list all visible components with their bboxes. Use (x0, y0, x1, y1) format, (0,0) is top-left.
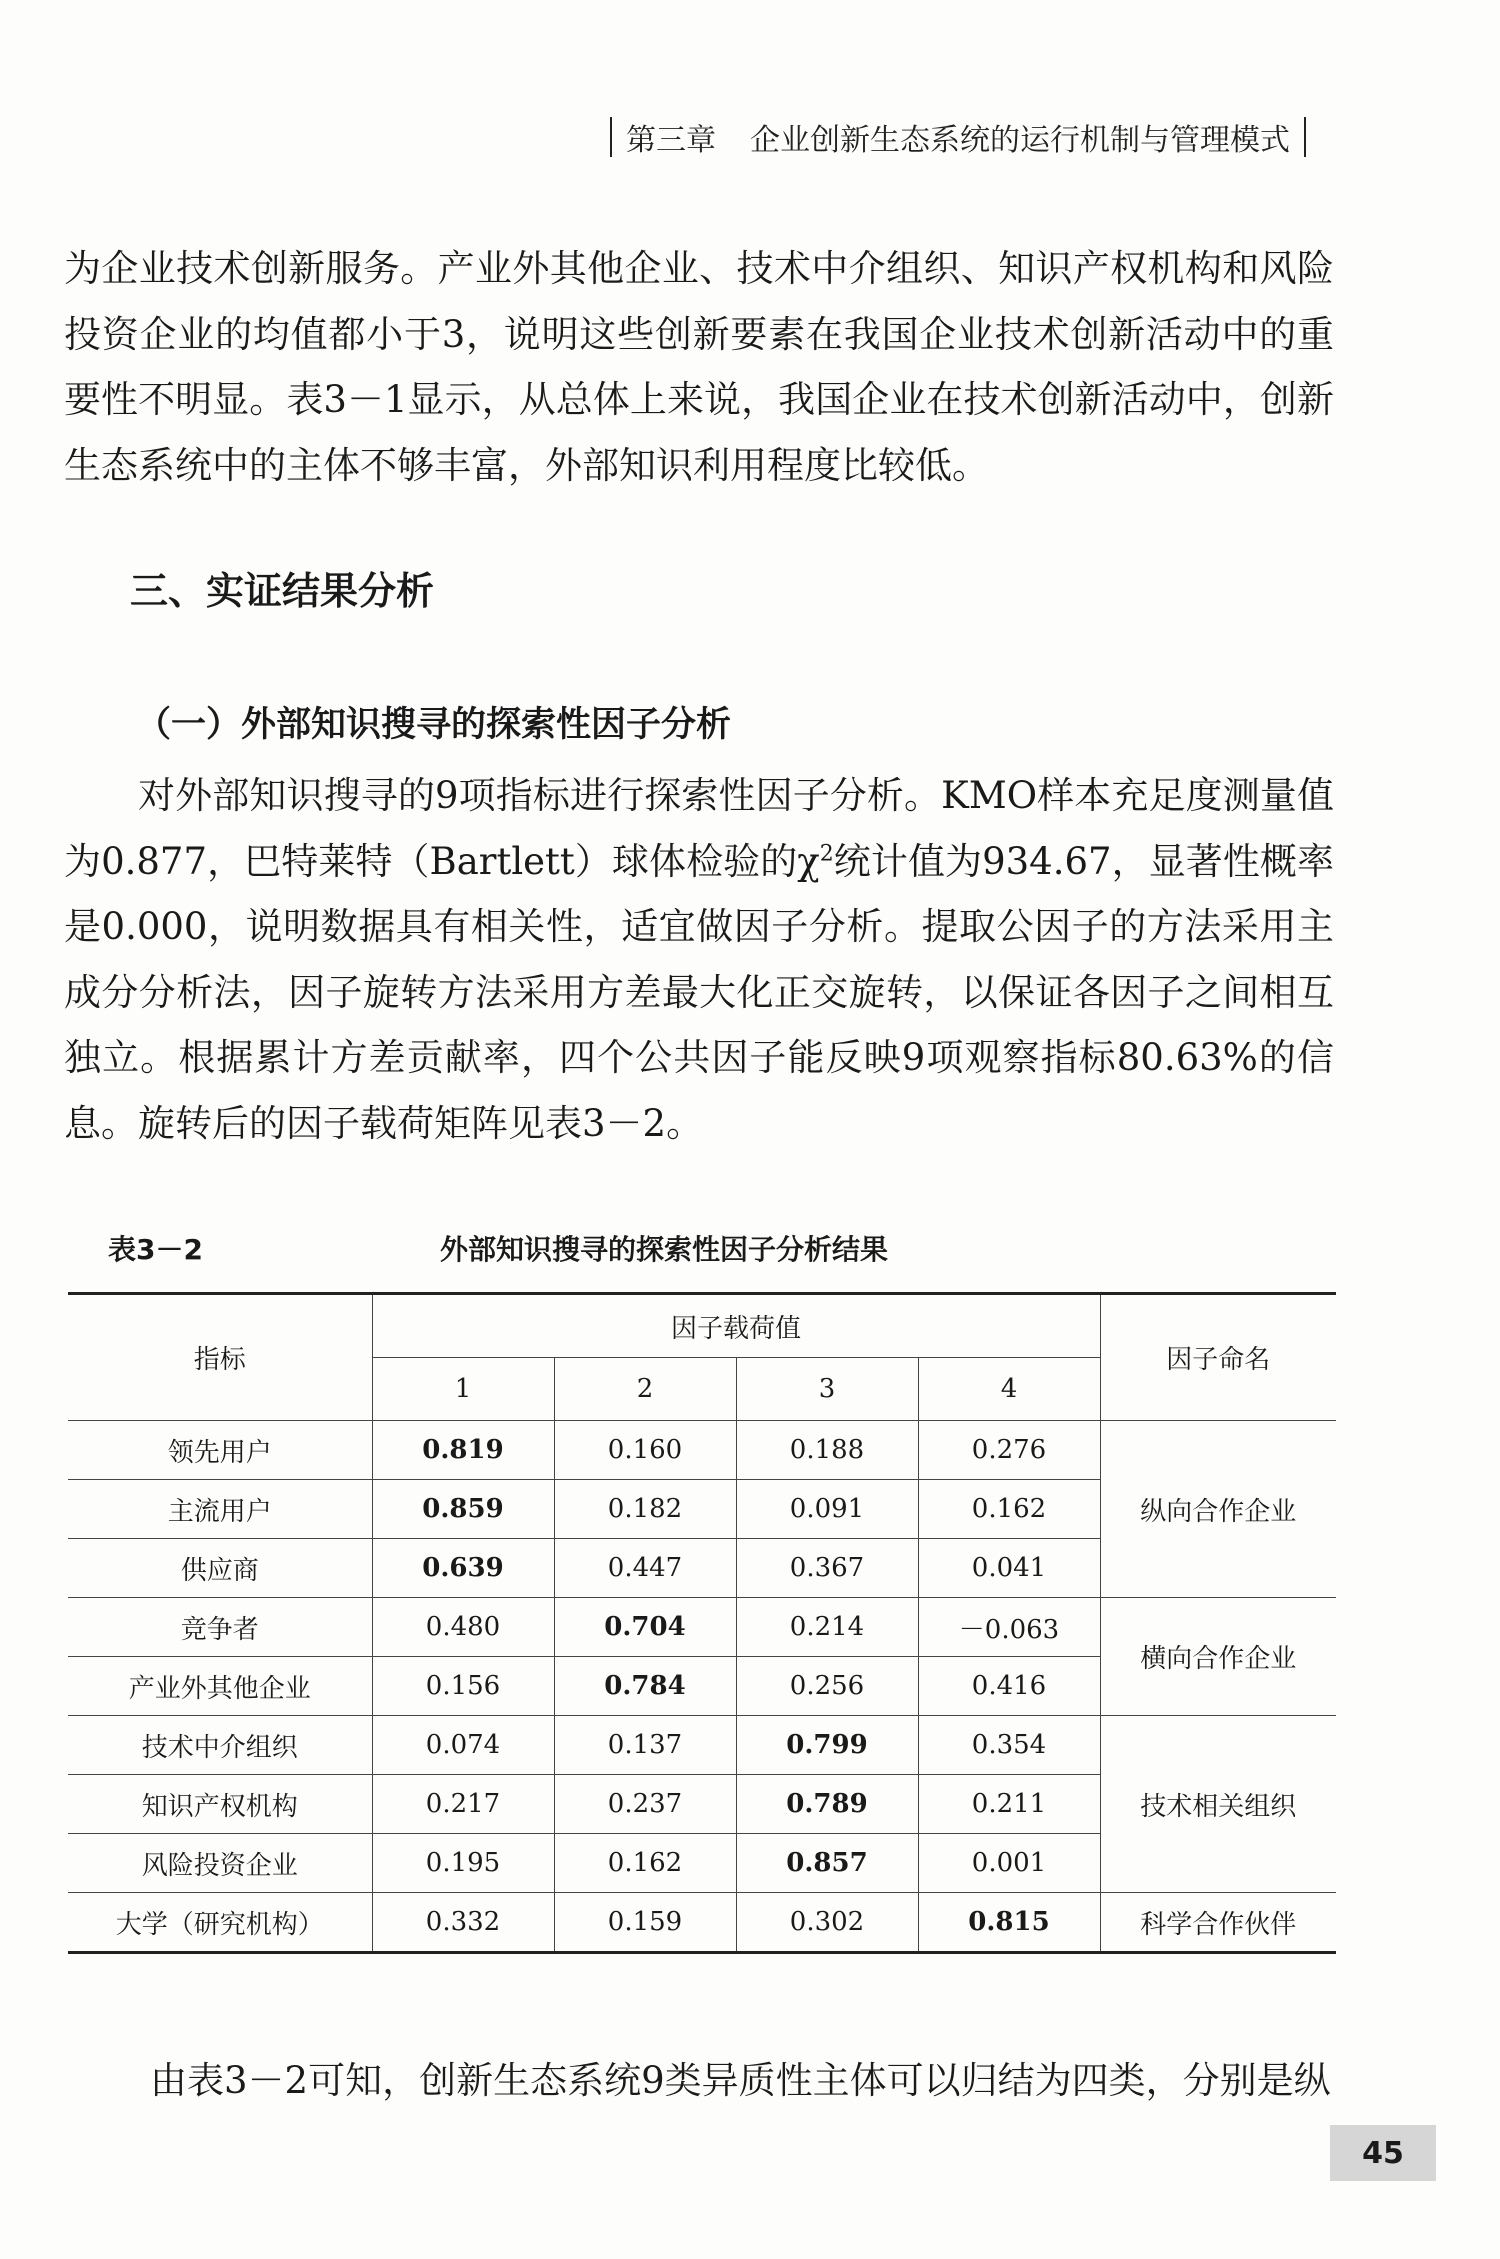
row-label: 领先用户 (68, 1421, 372, 1480)
paragraph-2-text-a: 对外部知识搜寻的9项指标进行探索性因子分析。KMO样本充足度测量值为0.877，巴特莱特（Bartlett）球体检验的χ (64, 774, 1334, 883)
paragraph-2-text-b: 统计值为934.67，显著性概率是0.000，说明数据具有相关性，适宜做因子分析。提取公因子的方法采用主成分分析法，因子旋转方法采用方差最大化正交旋转，以保证各因子之间相互独立。根据累计方差贡献率，四个公共因子能反映9项观察指标80.63%的信息。旋转后的因子载荷矩阵见表3－2。 (64, 839, 1334, 1145)
row-label: 主流用户 (68, 1480, 372, 1539)
cell-value: 0.480 (372, 1598, 554, 1657)
row-label: 知识产权机构 (68, 1775, 372, 1834)
table-row (68, 1716, 1336, 1775)
cell-value: 0.416 (918, 1657, 1100, 1716)
row-label: 竞争者 (68, 1598, 372, 1657)
cell-value: 0.156 (372, 1657, 554, 1716)
row-label: 产业外其他企业 (68, 1657, 372, 1716)
cell-value: 0.332 (372, 1893, 554, 1953)
cell-value: 0.639 (372, 1539, 554, 1598)
factor-analysis-table (68, 1292, 1336, 1954)
cell-value: 0.815 (918, 1893, 1100, 1953)
cell-value: 0.159 (554, 1893, 736, 1953)
header-title: 企业创新生态系统的运行机制与管理模式 (750, 123, 1290, 158)
cell-value: 0.137 (554, 1716, 736, 1775)
factor-col-2: 2 (554, 1358, 736, 1421)
cell-value: 0.211 (918, 1775, 1100, 1834)
page-number: 45 (1330, 2125, 1436, 2181)
cell-value: 0.160 (554, 1421, 736, 1480)
cell-value: －0.063 (918, 1598, 1100, 1657)
cell-value: 0.859 (372, 1480, 554, 1539)
factor-col-1: 1 (372, 1358, 554, 1421)
cell-value: 0.188 (736, 1421, 918, 1480)
table-row (68, 1421, 1336, 1480)
cell-value: 0.237 (554, 1775, 736, 1834)
cell-value: 0.302 (736, 1893, 918, 1953)
cell-value: 0.074 (372, 1716, 554, 1775)
table-row (68, 1598, 1336, 1657)
factor-col-4: 4 (918, 1358, 1100, 1421)
factor-name-4: 科学合作伙伴 (1100, 1893, 1336, 1953)
table-caption (100, 1228, 1320, 1276)
cell-value: 0.819 (372, 1421, 554, 1480)
header-bar-left (610, 117, 612, 157)
factor-name-3: 技术相关组织 (1100, 1716, 1336, 1893)
header-factor-naming: 因子命名 (1100, 1294, 1336, 1421)
row-label: 供应商 (68, 1539, 372, 1598)
header-bar-right (1304, 117, 1306, 157)
cell-value: 0.447 (554, 1539, 736, 1598)
cell-value: 0.784 (554, 1657, 736, 1716)
cell-value: 0.041 (918, 1539, 1100, 1598)
cell-value: 0.195 (372, 1834, 554, 1893)
header-factor-loading: 因子载荷值 (372, 1294, 1100, 1358)
cell-value: 0.162 (918, 1480, 1100, 1539)
header-indicator: 指标 (68, 1294, 372, 1421)
cell-value: 0.091 (736, 1480, 918, 1539)
cell-value: 0.704 (554, 1598, 736, 1657)
section-heading: 三、实证结果分析 (130, 569, 435, 613)
running-header (560, 112, 1320, 162)
cell-value: 0.162 (554, 1834, 736, 1893)
cell-value: 0.182 (554, 1480, 736, 1539)
cell-value: 0.214 (736, 1598, 918, 1657)
cell-value: 0.799 (736, 1716, 918, 1775)
cell-value: 0.354 (918, 1716, 1100, 1775)
cell-value: 0.256 (736, 1657, 918, 1716)
cell-value: 0.217 (372, 1775, 554, 1834)
cell-value: 0.276 (918, 1421, 1100, 1480)
row-label: 大学（研究机构） (68, 1893, 372, 1953)
cell-value: 0.857 (736, 1834, 918, 1893)
subsection-heading: （一）外部知识搜寻的探索性因子分析 (136, 705, 732, 745)
paragraph-1: 为企业技术创新服务。产业外其他企业、技术中介组织、知识产权机构和风险投资企业的均值都小于3，说明这些创新要素在我国企业技术创新活动中的重要性不明显。表3－1显示，从总体上来说，我国企业在技术创新活动中，创新生态系统中的主体不够丰富，外部知识利用程度比较低。 (64, 247, 1334, 487)
cell-value: 0.001 (918, 1834, 1100, 1893)
row-label: 技术中介组织 (68, 1716, 372, 1775)
row-label: 风险投资企业 (68, 1834, 372, 1893)
cell-value: 0.367 (736, 1539, 918, 1598)
chi-square-superscript: 2 (819, 841, 834, 867)
table-number: 表3－2 (108, 1233, 203, 1266)
factor-col-3: 3 (736, 1358, 918, 1421)
table-row (68, 1893, 1336, 1953)
table-title: 外部知识搜寻的探索性因子分析结果 (440, 1233, 889, 1266)
table-header-row (68, 1294, 1336, 1358)
cell-value: 0.789 (736, 1775, 918, 1834)
header-chapter: 第三章 (626, 123, 716, 158)
paragraph-2 (64, 763, 1334, 1156)
factor-name-2: 横向合作企业 (1100, 1598, 1336, 1716)
factor-name-1: 纵向合作企业 (1100, 1421, 1336, 1598)
paragraph-3: 由表3－2可知，创新生态系统9类异质性主体可以归结为四类，分别是纵 (150, 2059, 1331, 2102)
